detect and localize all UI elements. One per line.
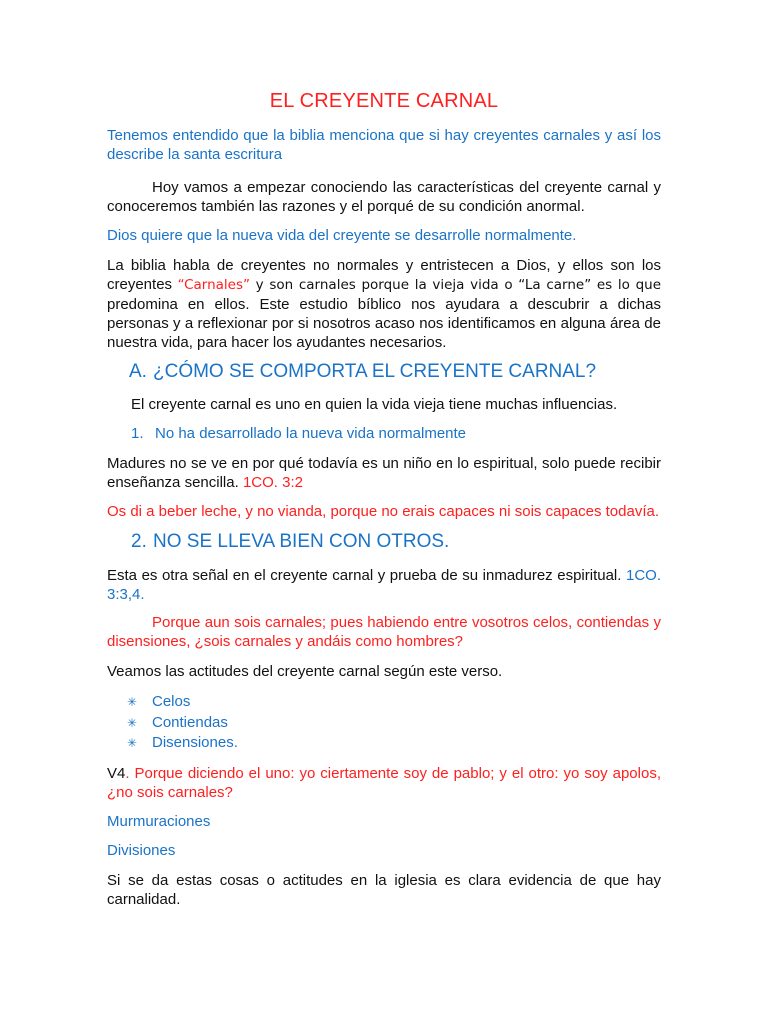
intro-paragraph: Tenemos entendido que la biblia menciona que si hay creyentes carnales y así los describe la santa escritura xyxy=(107,127,661,163)
paragraph-3-reference: 1CO. 3:2 xyxy=(242,474,303,491)
paragraph-3 xyxy=(107,454,661,492)
paragraph-2-after: predomina en ellos. Este estudio bíblico nos ayudara a descubrir a dichas personas y a reflexionar por si nosotros acaso nos identificamos en alguna área de nuestra vida, para hacer los ayudantes necesarios. xyxy=(107,296,661,351)
carnales-quote: “Carnales” xyxy=(177,277,251,293)
list-item xyxy=(127,692,238,713)
asterisk-bullet-icon: ✳ xyxy=(127,695,138,709)
paragraph-2 xyxy=(107,256,661,352)
paragraph-1: Hoy vamos a empezar conociendo las características del creyente carnal y conoceremos también las razones y el porqué de su condición anormal. xyxy=(107,179,661,215)
list-item xyxy=(127,713,238,734)
conclusion-paragraph: Si se da estas cosas o actitudes en la iglesia es clara evidencia de que hay carnalidad. xyxy=(107,872,661,908)
paragraph-2-middle: y son carnales porque la vieja vida o “La carne” es lo que xyxy=(250,277,661,293)
paragraph-2-before: La biblia habla de creyentes no normales y entristecen a Dios, y ellos son los creyentes xyxy=(107,257,661,293)
verse-4 xyxy=(107,764,661,802)
list-item xyxy=(127,733,238,754)
section-a-intro: El creyente carnal es uno en quien la vida vieja tiene muchas influencias. xyxy=(131,396,618,413)
list-item-label: Contiendas xyxy=(152,713,228,731)
item-1-number: 1. xyxy=(131,425,144,442)
section-a-heading xyxy=(129,361,596,383)
list-item-label: Celos xyxy=(152,693,191,710)
item-2-text: NO SE LLEVA BIEN CON OTROS. xyxy=(153,531,450,552)
attitudes-list xyxy=(127,692,238,754)
asterisk-bullet-icon: ✳ xyxy=(127,736,138,750)
numbered-item-1 xyxy=(131,424,466,443)
blue-statement: Dios quiere que la nueva vida del creyente se desarrolle normalmente. xyxy=(107,227,577,244)
divisiones-label: Divisiones xyxy=(107,842,176,859)
murmuraciones-label: Murmuraciones xyxy=(107,813,211,830)
paragraph-5: Veamos las actitudes del creyente carnal según este verso. xyxy=(107,663,503,680)
item-2-number: 2. xyxy=(131,531,147,552)
verse-4-dot: . xyxy=(125,765,135,782)
verse-4-text: Porque diciendo el uno: yo ciertamente soy de pablo; y el otro: yo soy apolos, ¿no sois carnales? xyxy=(107,765,661,801)
paragraph-3-text: Madures no se ve en por qué todavía es un niño en lo espiritual, solo puede recibir enseñanza sencilla. xyxy=(107,455,661,491)
document-title: EL CREYENTE CARNAL xyxy=(269,90,499,112)
section-a-letter: A. xyxy=(129,361,147,382)
numbered-heading-2 xyxy=(131,531,449,553)
quote-2: Porque aun sois carnales; pues habiendo entre vosotros celos, contiendas y disensiones, ¿sois carnales y andáis como hombres? xyxy=(107,614,661,650)
asterisk-bullet-icon: ✳ xyxy=(127,715,138,730)
paragraph-4-reference: 1CO. 3:3,4. xyxy=(107,567,661,603)
list-item-label: Disensiones. xyxy=(152,734,238,751)
verse-4-label: V4 xyxy=(107,765,126,782)
section-a-title: ¿CÓMO SE COMPORTA EL CREYENTE CARNAL? xyxy=(153,361,597,382)
quote-1: Os di a beber leche, y no vianda, porque no erais capaces ni sois capaces todavía. xyxy=(107,503,660,520)
item-1-text: No ha desarrollado la nueva vida normalmente xyxy=(155,425,467,442)
paragraph-4 xyxy=(107,566,661,604)
paragraph-4-text: Esta es otra señal en el creyente carnal y prueba de su inmadurez espiritual. xyxy=(107,567,626,584)
